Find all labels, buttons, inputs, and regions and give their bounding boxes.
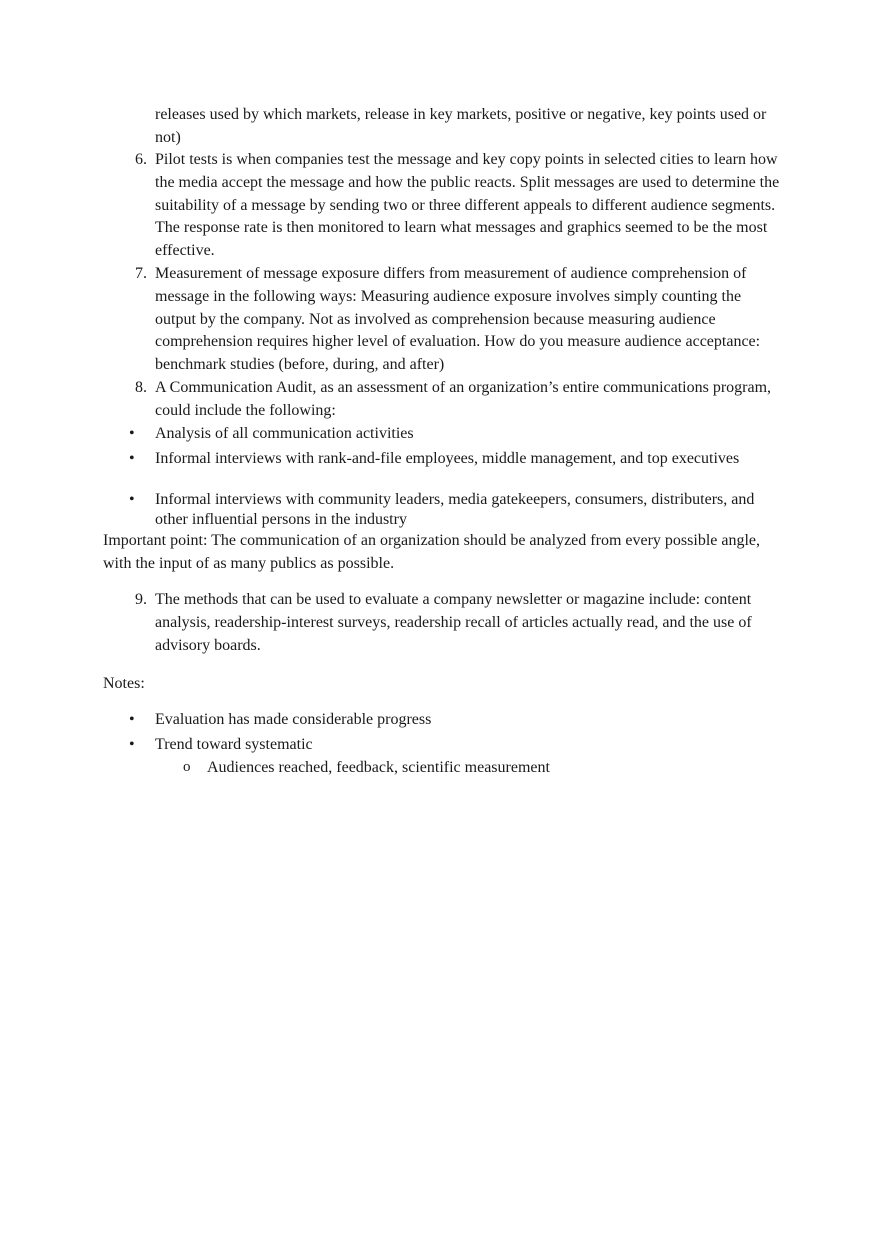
bullet-text: Evaluation has made considerable progress [155, 711, 432, 728]
bullet-icon: • [129, 711, 135, 728]
list-item-7 [135, 263, 785, 377]
list-item-text: A Communication Audit, as an assessment of an organization’s entire communications program, could include the following: [155, 379, 772, 419]
notes-bullet-2 [129, 735, 785, 755]
list-item-text: The methods that can be used to evaluate a company newsletter or magazine include: content analysis, readership-interest surveys, readership recall of articles actually read, and the use of advisory boards. [155, 591, 752, 654]
bullet-text: Informal interviews with rank-and-file employees, middle management, and top executives [155, 450, 740, 467]
bullet-text: Trend toward systematic [155, 736, 313, 753]
list-number: 7. [135, 265, 147, 282]
bullet-icon: • [129, 450, 135, 467]
list-item-text: Pilot tests is when companies test the message and key copy points in selected cities to learn how the media accept the message and how the public reacts. Split messages are used to determine the suitability of a message by sending two or three different appeals to different audience segments. The response rate is then monitored to learn what messages and graphics seemed to be the most effective. [155, 151, 780, 260]
notes-bullet-1 [129, 710, 785, 730]
bullet-text: Analysis of all communication activities [155, 425, 414, 442]
bullet-icon: • [129, 491, 135, 508]
sub-bullet-icon: o [183, 759, 191, 775]
notes-sub-bullet-1 [183, 758, 787, 778]
audit-bullet-3 [129, 490, 785, 530]
continuation-text: releases used by which markets, release in key markets, positive or negative, key points used or not) [155, 106, 767, 146]
audit-bullet-2 [129, 449, 785, 469]
list-number: 8. [135, 379, 147, 396]
audit-bullet-1 [129, 424, 785, 444]
list-item-8 [135, 377, 785, 423]
list-number: 9. [135, 591, 147, 608]
bullet-icon: • [129, 425, 135, 442]
list-number: 6. [135, 151, 147, 168]
notes-heading: Notes: [103, 675, 145, 692]
list-item-9 [135, 589, 785, 657]
bullet-text: Informal interviews with community leaders, media gatekeepers, consumers, distributers, and other influential persons in the industry [155, 491, 755, 528]
sub-bullet-text: Audiences reached, feedback, scientific measurement [207, 759, 550, 776]
list-item-6 [135, 149, 785, 263]
list-item-text: Measurement of message exposure differs from measurement of audience comprehension of message in the following ways: Measuring audience exposure involves simply counting the output by the company. Not as involved as comprehension because measuring audience comprehension requires higher level of evaluation. How do you measure audience acceptance: benchmark studies (before, during, and after) [155, 265, 761, 374]
bullet-icon: • [129, 736, 135, 753]
important-point: Important point: The communication of an organization should be analyzed from every possible angle, with the input of as many publics as possible. [103, 532, 761, 572]
